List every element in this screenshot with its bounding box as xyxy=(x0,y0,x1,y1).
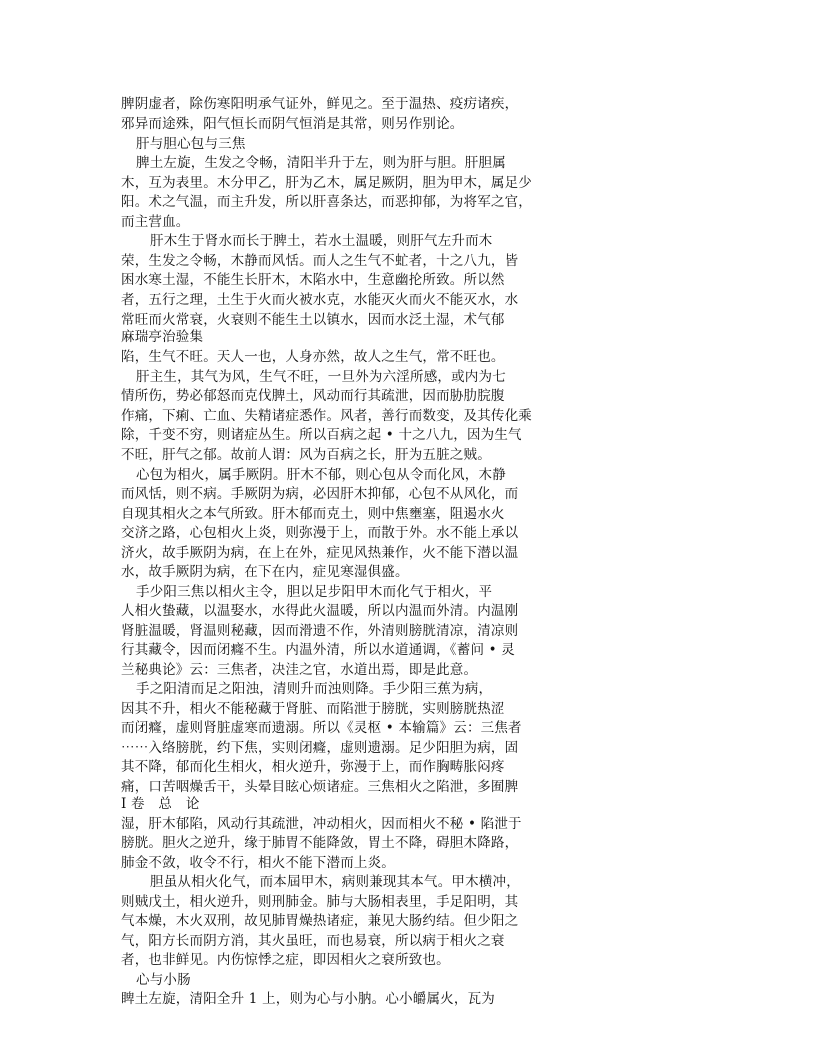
text-line: 交济之路，心包相火上炎，则弥漫于上，而散于外。水不能上承以 xyxy=(121,525,519,541)
text-line: 荣，生发之令畅，木静而风恬。而人之生气不虻者，十之八九，皆 xyxy=(121,253,519,269)
text-line: 济火，故手厥阴为病，在上在外，症见风热兼作，火不能下潜以温 xyxy=(121,545,519,561)
text-line: 胆虽从相火化气，而本屆甲木，病则兼现其本气。甲木横冲， xyxy=(150,874,520,890)
text-line: 肝木生于肾水而长于脾土，若水土温暖，则肝气左升而木 xyxy=(150,233,493,249)
text-line: 心包为相火，属手厥阴。肝木不郁，则心包从令而化风，木静 xyxy=(136,467,506,483)
text-line: 者，五行之理，土生于火而火被水克，水能灭火而火不能灭水，水 xyxy=(121,292,519,308)
text-line: 不旺，肝气之郁。故前人谓：风为百病之长，肝为五脏之贼。 xyxy=(121,447,491,463)
text-line: 而主营血。 xyxy=(121,214,190,230)
section-heading: 肝与胆心包与三焦 xyxy=(136,136,246,152)
text-line: 而闭癃，虚则肾脏虚寒而遗溺。所以《灵枢 • 本输篇》云：三焦者 xyxy=(121,720,522,736)
running-header: 麻瑞亭治验集 xyxy=(121,329,204,345)
text-line: 肺金不敛，收令不行，相火不能下潜而上炎。 xyxy=(121,855,395,871)
text-line: 水，故手厥阴为病，在下在内，症见寒湿俱盛。 xyxy=(121,564,409,580)
text-line: 木，互为表里。木分甲乙，肝为乙木，属足厥阴，胆为甲木，属足少 xyxy=(121,175,532,191)
text-line: 脾土左旋，生发之令畅，清阳半升于左，则为肝与胆。肝胆属 xyxy=(136,155,506,171)
text-line: 者，也非鲜见。内伤惊悸之症，即因相火之衰所致也。 xyxy=(121,952,450,968)
section-heading: 心与小肠 xyxy=(136,972,191,988)
text-line: 湿，肝木郁陷，风动行其疏泄，冲动相火，因而相火不秘 • 陷泄于 xyxy=(121,816,522,832)
text-line: 人相火蛰藏，以温娶水，水得此火温暖，所以内温而外清。内温刚 xyxy=(121,603,519,619)
text-line: 陷，生气不旺。天人一也，人身亦然，故人之生气，常不旺也。 xyxy=(121,349,505,365)
text-line: 肾脏温暖，肾温则秘藏，因而滑遗不作，外清则膀胱清凉，清凉则 xyxy=(121,623,519,639)
text-line: 行其藏令，因而闭癃不生。内温外清，所以水道通调，《蓄问 • 灵 xyxy=(121,642,515,658)
text-line: 困水寒土湿，不能生长肝木，木陷水中，生意幽抡所致。所以然 xyxy=(121,272,505,288)
text-line: 睥土左旋，清阳全升 1 上，则为心与小肭。心小皭属火，瓦为 xyxy=(121,991,495,1007)
text-line: ⋯⋯入络膀胱，约下焦，实则闭癃，虚则遗溺。足少阳胆为病，固 xyxy=(121,740,519,756)
text-line: 自现其相火之本气所致。肝木郁而克土，则中焦壅塞，阻遏水火 xyxy=(121,506,505,522)
text-line: 气本燥，木火双刑，故见肺胃燥热诸症，兼见大肠约结。但少阳之 xyxy=(121,913,519,929)
text-line: 膀胱。胆火之逆升，缘于肺胃不能降敛，胃土不降，碍胆木降路， xyxy=(121,835,519,851)
text-line: 手之阳清而足之阳浊，清则升而浊则降。手少阳三蕉为病， xyxy=(136,681,493,697)
text-line: 则贼戊土，相火逆升，则刑肺金。肺与大肠相表里，手足阳明，其 xyxy=(121,894,519,910)
running-header: I 卷 总 论 xyxy=(121,796,200,812)
text-line: 邪异而途殊，阳气恒长而阴气恒消是其常，则另作别论。 xyxy=(121,116,464,132)
text-line: 因其不升，相火不能秘藏于肾脏、而陷泄于膀胱，实则膀胱热涩 xyxy=(121,701,505,717)
text-line: 痛，口苦咽燥舌干，头晕目眩心烦诸症。三焦相火之陷泄，多囿脾 xyxy=(121,779,519,795)
text-line: 除，千变不穷，则诸症丛生。所以百病之起 • 十之八九，因为生气 xyxy=(121,427,522,443)
text-line: 脾阴虚者，除伤寒阳明承气证外，鲜见之。至于温热、疫疠诸疾， xyxy=(121,96,519,112)
text-line: 肝主生，其气为风，生气不旺，一旦外为六淫所感，或内为七 xyxy=(136,369,506,385)
text-line: 情所伤，势必郁怒而克伐脾土，风动而行其疏泄，因而胁肋脘腹 xyxy=(121,388,505,404)
text-line: 而风恬，则不病。手厥阴为病，必因肝木抑郁，心包不从风化，而 xyxy=(121,486,519,502)
text-line: 作痛，下痢、亡血、失精诸症悉作。风者，善行而数变，及其传化乘 xyxy=(121,408,532,424)
text-line: 兰秘典论》云：三焦者，决洼之官，水道出焉，即是此意。 xyxy=(121,662,478,678)
text-line: 气，阳方长而阴方消，其火虽旺，而也易衰，所以病于相火之衰 xyxy=(121,933,505,949)
text-line: 其不降，郁而化生相火，相火逆升，弥漫于上，而作胸畴胀闷疼 xyxy=(121,759,505,775)
text-line: 常旺而火常衰，火衰则不能生土以镇水，因而水泛土湿，术气郁 xyxy=(121,312,505,328)
text-line: 手少阳三焦以相火主令，胆以足步阳甲木而化气于相火，平 xyxy=(136,584,493,600)
text-line: 阳。术之气温，而主升发，所以肝喜条达，而恶抑郁，为将军之官， xyxy=(121,194,532,210)
